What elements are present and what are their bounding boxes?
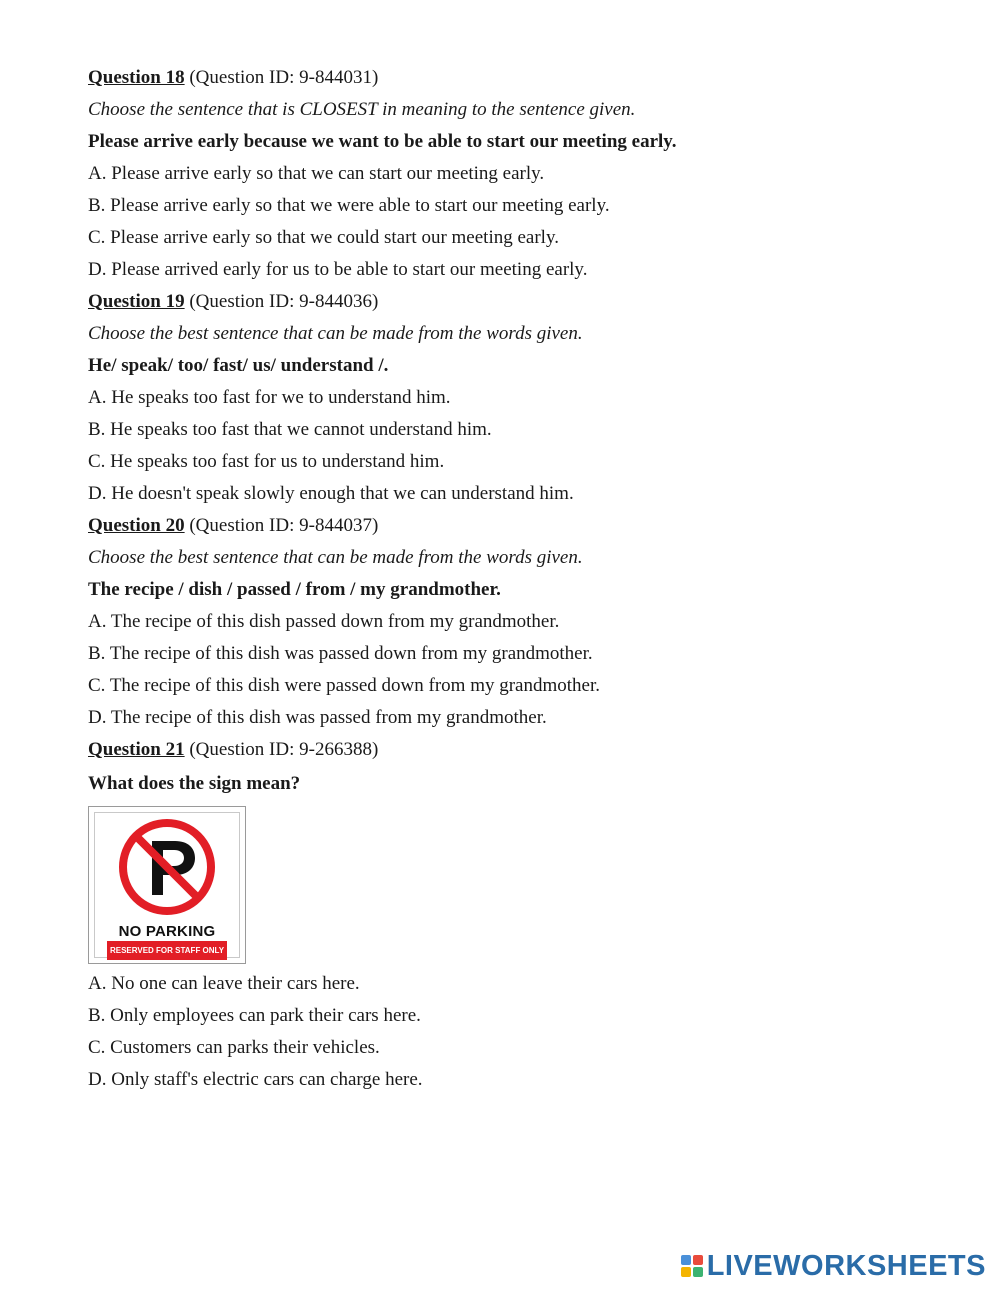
question-number: Question 18 [88,67,185,88]
question-instruction: Choose the sentence that is CLOSEST in meaning to the sentence given. [88,99,636,120]
logo-mark-tile [681,1267,691,1277]
answer-option-b[interactable]: B. Please arrive early so that we were able to start our meeting early. [88,195,610,216]
answer-option-b[interactable]: B. Only employees can park their cars here. [88,1005,421,1026]
question-number: Question 19 [88,291,185,312]
answer-option-c[interactable]: C. Customers can parks their vehicles. [88,1037,380,1058]
answer-option-d[interactable]: D. Only staff's electric cars can charge here. [88,1069,423,1090]
answer-option-c[interactable]: C. The recipe of this dish were passed down from my grandmother. [88,675,601,696]
sign-band: RESERVED FOR STAFF ONLY [107,941,227,960]
question-id: (Question ID: 9-844037) [189,515,379,536]
liveworksheets-logo[interactable] [681,1249,986,1282]
question-block-18 [88,62,948,286]
no-parking-sign-image [88,806,246,964]
answer-option-a[interactable]: A. No one can leave their cars here. [88,973,360,994]
answer-option-c[interactable]: C. Please arrive early so that we could start our meeting early. [88,227,559,248]
question-prompt: He/ speak/ too/ fast/ us/ understand /. [88,355,389,376]
sign-title: NO PARKING [118,923,216,940]
question-prompt: What does the sign mean? [88,773,301,794]
question-header [88,734,948,766]
logo-text: LIVEWORKSHEETS [706,1249,986,1282]
answer-option-d[interactable]: D. Please arrived early for us to be able to start our meeting early. [88,259,588,280]
answer-option-a[interactable]: A. He speaks too fast for we to understand him. [88,387,451,408]
question-prompt: Please arrive early because we want to be able to start our meeting early. [88,131,677,152]
question-id: (Question ID: 9-266388) [189,739,379,760]
question-prompt: The recipe / dish / passed / from / my grandmother. [88,579,501,600]
answer-option-c[interactable]: C. He speaks too fast for us to understand him. [88,451,445,472]
answer-option-b[interactable]: B. The recipe of this dish was passed down from my grandmother. [88,643,593,664]
question-header [88,510,948,542]
question-number: Question 21 [88,739,185,760]
question-header [88,286,948,318]
logo-mark-tile [693,1255,703,1265]
no-parking-icon [95,813,239,923]
question-instruction: Choose the best sentence that can be made from the words given. [88,323,583,344]
question-id: (Question ID: 9-844036) [189,291,379,312]
logo-mark-tile [681,1255,691,1265]
question-instruction: Choose the best sentence that can be made from the words given. [88,547,583,568]
question-block-20 [88,510,948,734]
logo-mark-tile [693,1267,703,1277]
answer-option-d[interactable]: D. The recipe of this dish was passed from my grandmother. [88,707,547,728]
sign-panel [94,812,240,958]
question-block-21 [88,734,948,1096]
logo-mark-icon [681,1255,703,1277]
worksheet-content [88,62,948,1096]
question-header [88,62,948,94]
question-block-19 [88,286,948,510]
question-number: Question 20 [88,515,185,536]
answer-option-a[interactable]: A. Please arrive early so that we can start our meeting early. [88,163,545,184]
answer-option-a[interactable]: A. The recipe of this dish passed down from my grandmother. [88,611,560,632]
question-id: (Question ID: 9-844031) [189,67,379,88]
answer-option-d[interactable]: D. He doesn't speak slowly enough that we can understand him. [88,483,574,504]
answer-option-b[interactable]: B. He speaks too fast that we cannot understand him. [88,419,492,440]
